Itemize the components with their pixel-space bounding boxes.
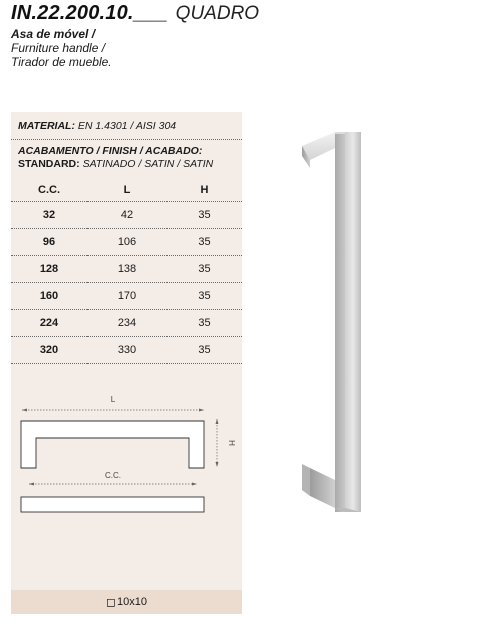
cell-l: 42 xyxy=(87,202,167,229)
table-row xyxy=(11,337,242,364)
cell-l: 138 xyxy=(87,256,167,283)
subtitle-portuguese: Asa de móvel / xyxy=(11,27,96,41)
handle-side-view xyxy=(21,421,204,468)
cell-h: 35 xyxy=(167,256,242,283)
standard-label: STANDARD: xyxy=(18,158,80,170)
title-row xyxy=(11,2,259,25)
cell-cc: 160 xyxy=(11,283,87,310)
standard-value: SATINADO / SATIN / SATIN xyxy=(82,158,214,170)
handle-bar-front xyxy=(345,132,361,512)
profile-footer xyxy=(11,590,242,614)
cell-cc: 224 xyxy=(11,310,87,337)
column-header-cc: C.C. xyxy=(11,178,87,202)
material-line xyxy=(18,120,176,132)
table-row xyxy=(11,283,242,310)
table-row xyxy=(11,310,242,337)
square-profile-icon: ◻ xyxy=(106,595,116,609)
table-row xyxy=(11,229,242,256)
column-header-h: H xyxy=(167,178,242,202)
product-photo xyxy=(290,118,370,538)
l-dimension-line xyxy=(22,409,204,412)
standard-line xyxy=(18,158,213,170)
spec-panel xyxy=(11,112,242,614)
cell-cc: 96 xyxy=(11,229,87,256)
column-header-l: L xyxy=(87,178,167,202)
cell-l: 106 xyxy=(87,229,167,256)
product-code: IN.22.200.10.___ xyxy=(11,2,168,24)
product-name: QUADRO xyxy=(175,3,260,24)
cell-l: 234 xyxy=(87,310,167,337)
product-header xyxy=(11,2,259,69)
table-row xyxy=(11,256,242,283)
h-dimension-label: H xyxy=(227,440,236,446)
material-value: EN 1.4301 / AISI 304 xyxy=(77,120,177,132)
handle-top-view xyxy=(21,497,204,512)
cell-cc: 128 xyxy=(11,256,87,283)
profile-size: 10x10 xyxy=(116,596,147,608)
cell-cc: 32 xyxy=(11,202,87,229)
handle-lower-leg-end xyxy=(302,464,310,496)
cell-h: 35 xyxy=(167,202,242,229)
table-row xyxy=(11,202,242,229)
cc-dimension-label: C.C. xyxy=(105,471,121,480)
cell-h: 35 xyxy=(167,283,242,310)
technical-drawing xyxy=(11,392,242,522)
subtitle-spanish: Tirador de mueble. xyxy=(11,55,112,69)
cell-l: 170 xyxy=(87,283,167,310)
handle-bar-side xyxy=(335,134,345,512)
material-label: MATERIAL: xyxy=(18,120,75,132)
cell-l: 330 xyxy=(87,337,167,364)
cell-cc: 320 xyxy=(11,337,87,364)
cc-dimension-line xyxy=(29,483,197,486)
finish-label: ACABAMENTO / FINISH / ACABADO: xyxy=(18,145,203,157)
h-dimension-line xyxy=(216,419,219,467)
subtitle-english: Furniture handle / xyxy=(11,41,106,55)
divider xyxy=(11,139,242,140)
handle-lower-leg xyxy=(310,468,335,508)
l-dimension-label: L xyxy=(110,395,116,404)
cell-h: 35 xyxy=(167,229,242,256)
cell-h: 35 xyxy=(167,310,242,337)
cell-h: 35 xyxy=(167,337,242,364)
dimensions-table xyxy=(11,178,242,364)
table-header-row xyxy=(11,178,242,202)
